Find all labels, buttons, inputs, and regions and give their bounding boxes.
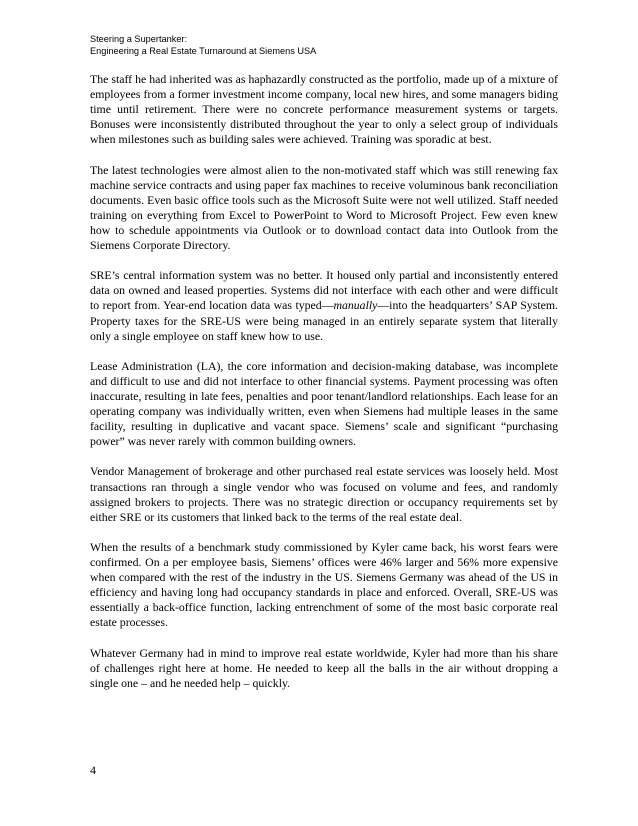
- emphasis-manually: manually: [333, 298, 378, 313]
- running-header: [90, 33, 316, 57]
- paragraph-benchmark-study: When the results of a benchmark study commissioned by Kyler came back, his worst fears were confirmed. On a per employee basis, Siemens’ offices were 46% larger and 56% more expensive when compared with the rest of the industry in the US. Siemens Germany was ahead of the US in efficiency and having long had occupancy standards in place and enforced. Overall, SRE-US was essentially a back-office function, lacking entrenchment of some of the most basic corporate real estate processes.: [90, 539, 558, 630]
- body-text: [90, 72, 558, 691]
- header-title: Steering a Supertanker:: [90, 34, 188, 44]
- paragraph-technology: The latest technologies were almost alien to the non-motivated staff which was still renewing fax machine service contracts and using paper fax machines to receive voluminous bank reconciliation documents. Even basic office tools such as the Microsoft Suite were not well utilized. Staff needed training on everything from Excel to PowerPoint to Word to Microsoft Project. Few even knew how to schedule appointments via Outlook or to download contact data into Outlook from the Siemens Corporate Directory.: [90, 162, 558, 253]
- paragraph-information-system-text-a: SRE’s central information system was no better. It housed only partial and inconsistently entered data on owned and leased properties. Systems did not interface with each other and were difficult to report from. Year-end location data was typed—: [90, 268, 558, 313]
- paragraph-vendor-management: Vendor Management of brokerage and other purchased real estate services was loosely held. Most transactions ran through a single vendor who was focused on volume and fees, and randomly assigned brokers to projects. There was no strategic direction or occupancy requirements set by either SRE or its customers that linked back to the terms of the real estate deal.: [90, 464, 558, 524]
- paragraph-information-system-text-b: —into the headquarters’ SAP System. Property taxes for the SRE-US were being managed in an entirely separate system that literally only a single employee on staff knew how to use.: [90, 298, 558, 343]
- page-number: 4: [90, 763, 96, 777]
- paragraph-staff: The staff he had inherited was as haphazardly constructed as the portfolio, made up of a mixture of employees from a former investment income company, local new hires, and some managers biding time until retirement. There were no concrete performance measurement systems or targets. Bonuses were inconsistently distributed throughout the year to only a select group of individuals when milestones such as building sales were achieved. Training was sporadic at best.: [90, 72, 558, 147]
- paragraph-lease-administration: Lease Administration (LA), the core information and decision-making database, was incomplete and difficult to use and did not interface to other financial systems. Payment processing was often inaccurate, resulting in late fees, penalties and poor tenant/landlord relationships. Each lease for an operating company was individually written, even when Siemens had multiple leases in the same facility, resulting in duplicative and vacant space. Siemens’ scale and significant “purchasing power” was never rarely with common building owners.: [90, 358, 558, 449]
- paragraph-challenges: Whatever Germany had in mind to improve real estate worldwide, Kyler had more than his share of challenges right here at home. He needed to keep all the balls in the air without dropping a single one – and he needed help – quickly.: [90, 645, 558, 690]
- paragraph-information-system: [90, 268, 558, 343]
- header-subtitle: Engineering a Real Estate Turnaround at Siemens USA: [90, 46, 317, 56]
